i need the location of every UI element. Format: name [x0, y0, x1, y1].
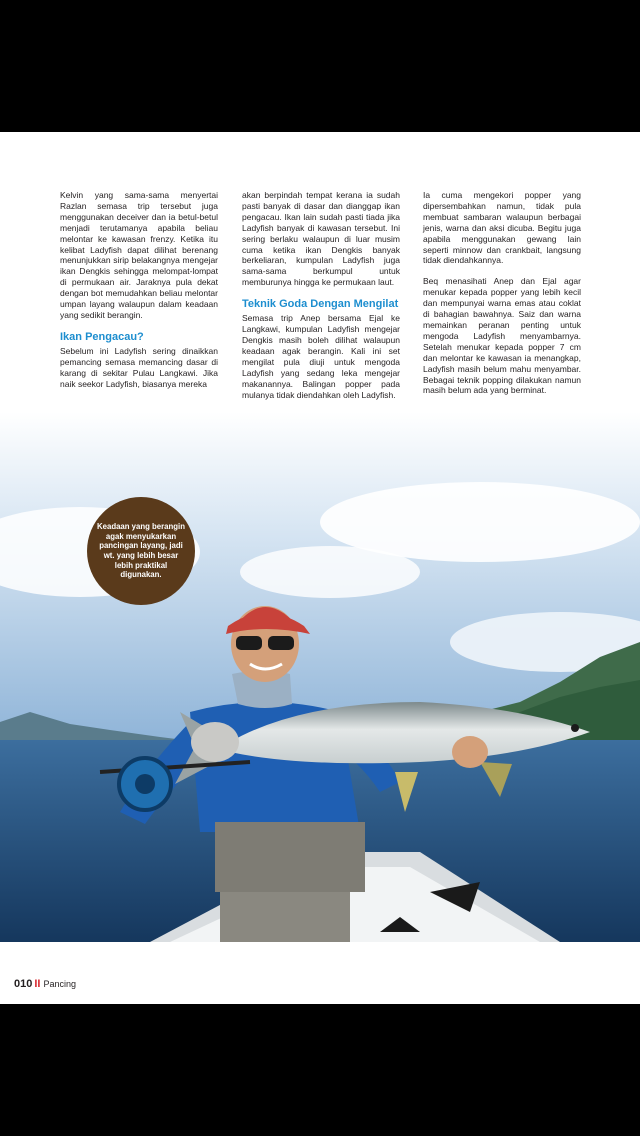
- article-paragraph: akan berpindah tempat kerana ia sudah pasti banyak di dasar dan dianggap ikan pengacau. Ikan lain sudah pasti tiada jika Ladyfish banyak di kawasan tersebut. Ini sering berlaku walaupun di luar musim cuma ketika ikan Dengkis banyak berkeliaran, kumpulan Ladyfish juga sama-sama berkumpul untuk memburunya hingga ke permukaan laut.: [242, 190, 400, 288]
- page-number: 010: [14, 978, 33, 990]
- article-paragraph: Kelvin yang sama-sama menyertai Razlan semasa trip tersebut juga menggunakan deceiver dan ia betul-betul menjadi terutamanya apabila beliau melontar ke kawasan frenzy. Ketika itu kelibat Ladyfish dapat dilihat berenang menunjukkan sirip belakangnya mengejar ikan Dengkis sehingga melompat-lompat di permukaan air. Jaraknya pula dekat dengan bot memudahkan beliau melontar umpan layang walaupun dalam keadaan yang sedikit berangin.: [60, 190, 218, 320]
- text-column-1: [60, 190, 218, 400]
- article-paragraph: Sebelum ini Ladyfish sering dinaikkan pemancing semasa memancing dasar di karang di sekitar Pulau Langkawi. Jika naik seekor Ladyfish, biasanya mereka: [60, 345, 218, 389]
- angler-photo: [0, 412, 640, 942]
- footer-separator: II: [34, 978, 41, 990]
- article-paragraph: Ia cuma mengekori popper yang dipersembahkan namun, tidak pula membuat sambaran walaupun berbagai jenis, warna dan aksi dicuba. Begitu juga apabila menggunakan gewang lain seperti minnow dan crankbait, langsung tidak diendahkannya.: [423, 190, 581, 266]
- article-paragraph: Semasa trip Anep bersama Ejal ke Langkawi, kumpulan Ladyfish mengejar Dengkis masih boleh dilihat walaupun keadaan agak berangin. Kali ini set mengilat pula diuji untuk mengoda Ladyfish yang sedang leka mengejar makanannya. Balingan popper pada mulanya tidak diendahkan oleh Ladyfish.: [242, 313, 400, 400]
- photo-illustration: [0, 412, 640, 942]
- photo-caption-bubble: Keadaan yang berangin agak menyukarkan pancingan layang, jadi wt. yang lebih besar lebih praktikal digunakan.: [87, 497, 195, 605]
- text-column-3: [423, 190, 581, 406]
- section-heading: Ikan Pengacau?: [60, 330, 144, 343]
- magazine-page: [0, 132, 640, 1004]
- section-heading: Teknik Goda Dengan Mengilat: [242, 298, 399, 311]
- page-footer: [14, 978, 76, 990]
- article-paragraph: Beq menasihati Anep dan Ejal agar menukar kepada popper yang lebih kecil dan mempunyai warna emas atau coklat di bahagian bawahnya. Saiz dan warna memainkan peranan penting untuk mengoda Ladyfish menyambarnya. Setelah menukar kepada popper 7 cm dan melontar ke kawasan ia menangkap, Ladyfish masih belum mahu menyambar. Bebagai teknik popping dilakukan namun masih belum ada yang berminat.: [423, 276, 581, 396]
- magazine-name: Pancing: [43, 979, 77, 989]
- text-column-2: [242, 190, 400, 410]
